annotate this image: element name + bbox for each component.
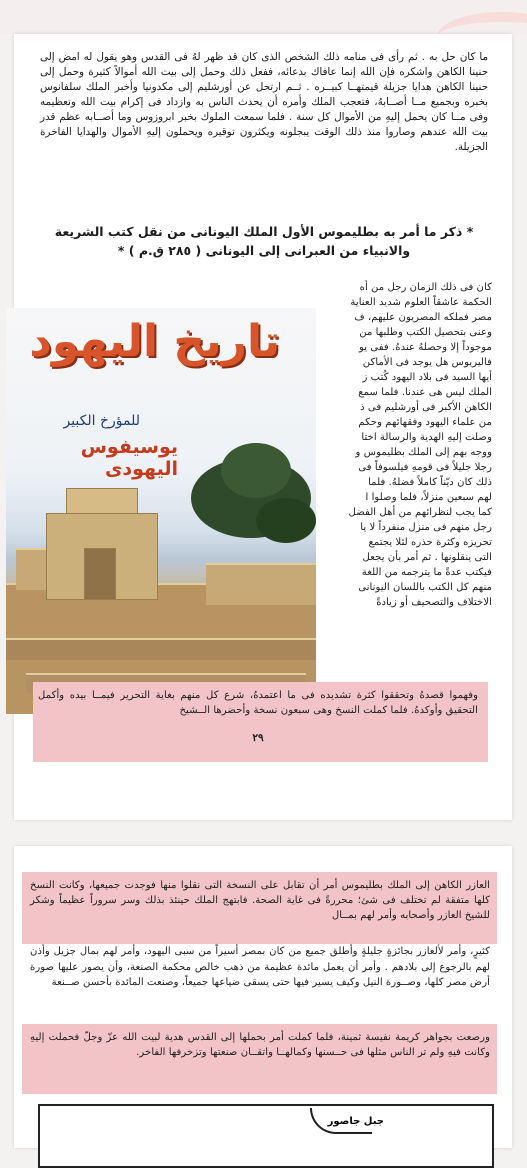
column-line: الملك ليس هى عندنا. فلما سمع: [358, 387, 492, 398]
column-line: فاليريوس هل يوجد فى الأماكن: [362, 357, 492, 368]
section-heading: * ذكر ما أمر به بطليموس الأول الملك اليونانى من نقل كتب الشريعة والانبياء من العبرانى إلى اليونانى ( ٢٨٥ ق.م ) *: [54, 224, 474, 258]
tree-illustration: [256, 498, 316, 543]
map-figure: [38, 1104, 494, 1168]
text-column: [310, 280, 492, 688]
column-line: لهم سبعين منزلاً، فلما وصلوا ا: [365, 492, 492, 503]
column-line: رجلا جليلاً فى قومهِ فيلسوفاً فى: [358, 462, 492, 473]
highlighted-paragraph: وفهموا قصدهُ وتحققوا كثرة تشديده فى ما اعتمدهُ، شرع كل منهم بغاية التحرير فيمــا بيده وأكمل التحقيق وأوكدهُ. فلما كملت النسخ وهى سبعون نسخة وأحضرها الــشيخ: [38, 690, 478, 716]
temple-wall: [206, 563, 316, 605]
column-line: فيكتب عدةً ما يترجمه من اللغة: [361, 567, 492, 578]
courtyard-wall: [6, 638, 316, 660]
top-margin: [0, 0, 527, 34]
column-line: ذلك كان ديّناً كاملاً فضلهُ. فلما: [368, 477, 492, 488]
column-line: أيها السيد فى بلاد اليهود كُتب ز: [362, 372, 492, 383]
column-line: منهم كل الكتب باللسان اليونانى: [358, 582, 492, 593]
column-line: رجل منهم فى منزل منفرداً لا يا: [360, 522, 492, 533]
column-line: الاختلاف والتصحيف أو زيادةً: [376, 597, 492, 608]
column-line: كما يجب لنظرائهم من أهل الفضل: [348, 507, 492, 518]
column-line: تحريزه وكثرة حذره لئلا يجتمع: [368, 537, 492, 548]
column-line: موجوداً إلا وحصلهُ عندهُ. ففى يو: [358, 342, 492, 353]
book-cover-image: [6, 308, 316, 714]
highlighted-paragraph: العازر الكاهن إلى الملك بطليموس أمر أن تقابل على النسخة التى نقلوا منها فوجدت جميعها، وكانت النسخ كلها متفقة لم تختلف فى شئ؛ محررةً فى غاية الصحة. فابتهج الملك حينئذ بذلك وسر سروراً عظيماً وشكر للشيخ العازر وأصحابه وأمر لهم بمــال: [30, 880, 490, 921]
column-line: كان فى ذلك الزمان رجل من أه: [359, 282, 492, 293]
cover-subtitle: للمؤرخ الكبير: [63, 413, 140, 429]
column-line: الحكمة عاشقاً العلوم شديد العناية: [350, 297, 492, 308]
cover-title: تاريخ اليهود: [29, 316, 280, 367]
page-number: ٢٩: [252, 732, 264, 744]
column-line: الكاهن الأكبر فى أورشليم فى ذ: [360, 402, 492, 413]
cover-author: يوسيفوس اليهودى: [80, 436, 178, 480]
column-line: ووجه بهم إلى الملك بطليموس و: [355, 447, 492, 458]
tree-illustration: [221, 443, 291, 498]
column-line: من علماء اليهود وفقهائهم وحكم: [358, 417, 492, 428]
column-line: وعنى بتحصيل الكتب وطلبها من: [359, 327, 492, 338]
body-paragraph: كثيرٍ، وأمر لألعازر بجائزةٍ جليلةٍ وأطلق جميع من كان بمصر أسيراً من سبى اليهود، وأمر لهم بمال جزيل وأذن لهم بالرجوع إلى بلادهم . وأمر أن يعمل مائدة عظيمة من ذهب خالص محكمة الصنعة، وأن يصور عليها صورة أرض مصر كلها، وصــورة النيل وكيف يسير فيها حتى يسقى ضياعها جميعاً، وصنعت المائدة بأحسن صــنعة: [30, 946, 490, 988]
highlighted-paragraph: ورصعت بجواهر كريمة نفيسة ثمينة، فلما كملت أمر بحملها إلى القدس هدية لبيت الله عزّ وجلّ فحملت إليهِ وكانت فيهِ ولم تر الناس مثلها فى حــسنها وكمالهــا واتقــان صنعتها وتزخرفها الفاخر.: [30, 1032, 490, 1058]
column-line: التى ينقلونها . ثم أمر بأن يجعل: [362, 552, 492, 563]
temple-gate: [84, 548, 116, 600]
intro-paragraph: ما كان حل به . ثم رأى فى منامه ذلك الشخص الذى كان قد ظهر لهُ فى القدس وهو يقول له امض إلى حنينا الكاهن واشكره فإن الله إنما عافاك بدعائه، ففعل ذلك وحمل إلى بيت الله أموالاً كثيرة وحمل إلى حنينا الكاهن هدايا جزيلة قيمتهــا كبيــره . ثــم ارتحل عن أورشليم إلى مكدونيا وأخبر الملك سلفانوس بخبره وبجميع مــا أصــابهُ، فتعجب الملك وأمره أن يحدث الناس به وازداد فى إكرام بيت الله وتعظيمه وفى مــا كان يحمل إليهِ من الأموال كل سنة . فلما سمعت الملوك بخبر ابروزوس وما أصــابه عظم قدر بيت الله عندهم وصاروا منذ ذلك الوقت يبجلونه ويكثرون توقيره ويحملون إليهِ الأموال والهدايا الفاخرة الجزيلة.: [40, 51, 488, 153]
column-line: مصر فملكه المصريون عليهم، ف: [354, 312, 492, 323]
map-label: جبل جاصور: [327, 1116, 384, 1127]
column-line: وصلت إليهِ الهدية والرسالة اختا: [361, 432, 492, 443]
